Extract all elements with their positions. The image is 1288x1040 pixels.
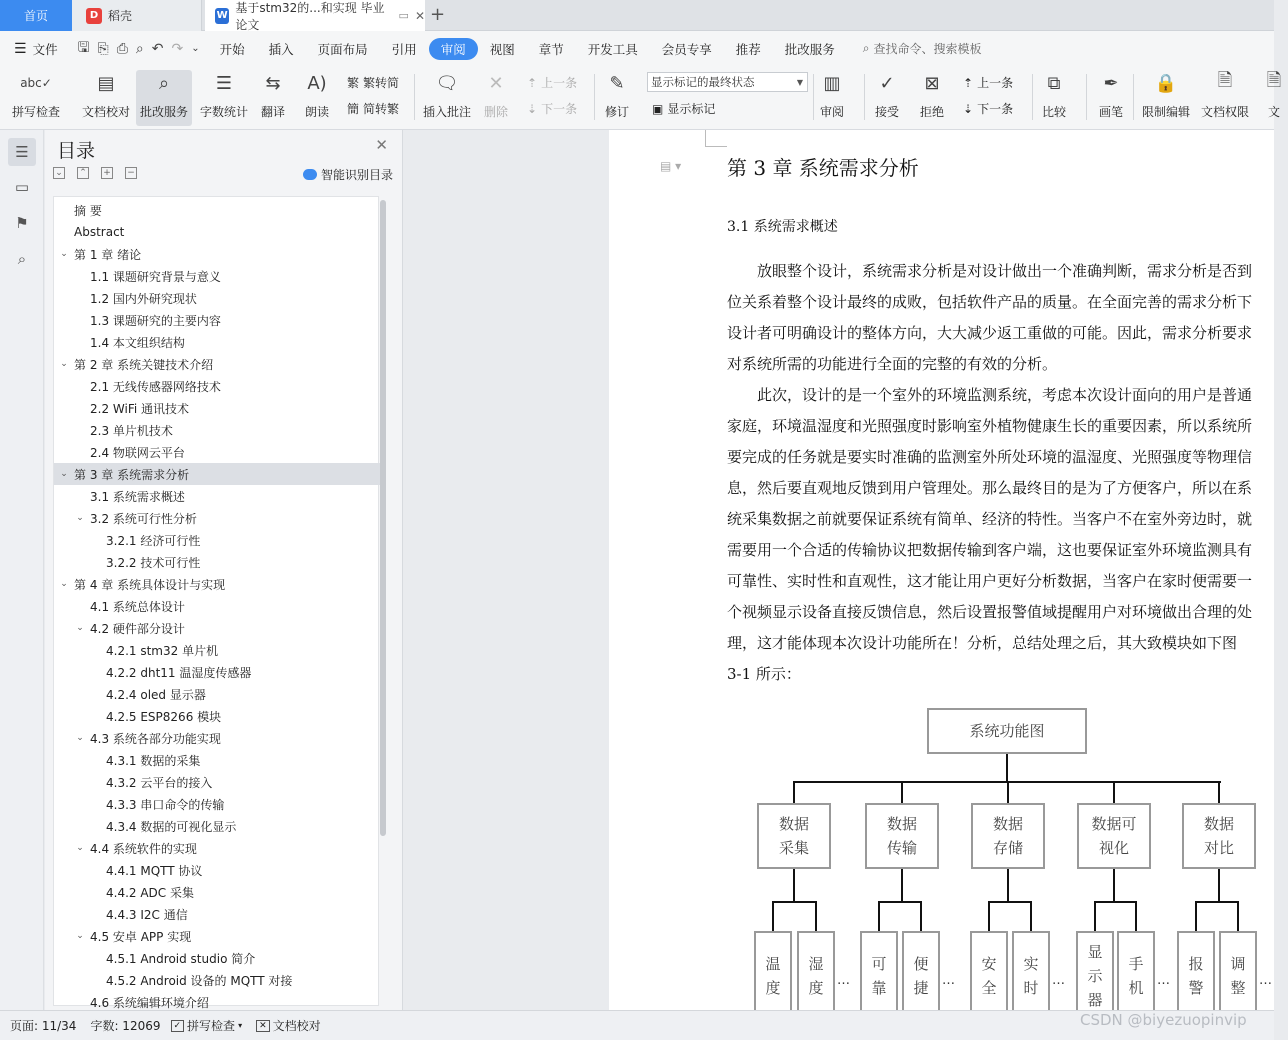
prev-comment-icon: ⇡ (527, 75, 538, 90)
connector-line (1218, 869, 1220, 902)
smart-toc-icon (303, 169, 317, 180)
connector-line (901, 781, 903, 803)
reject-button[interactable] (918, 70, 946, 120)
next-comment-label: 下一条 (541, 102, 578, 116)
diagram-leaf-box: 调 整 (1219, 931, 1257, 1021)
toc-item[interactable] (54, 221, 380, 243)
diagram-leaf-box: 显 示 器 (1076, 931, 1114, 1021)
proofread-status-label: 文档校对 (272, 1019, 321, 1033)
spell-check-status-label: 拼写检查 (187, 1019, 236, 1033)
doc-rights-label: 文档权限 (1201, 105, 1250, 119)
ribbon-tab-1[interactable]: 插入 (268, 41, 294, 57)
trad-to-simp-label: 繁转简 (363, 76, 400, 90)
toc-item[interactable] (54, 661, 380, 683)
prev-change-button[interactable] (963, 74, 1013, 91)
insert-comment-button[interactable] (423, 70, 471, 120)
bookmark-icon[interactable]: ⚑ (15, 214, 29, 232)
paragraph-line: 3-1 所示： (727, 665, 801, 683)
toc-item[interactable] (54, 859, 380, 881)
customize-chevron-icon[interactable]: ⌄ (191, 43, 200, 54)
next-change-button[interactable] (963, 100, 1013, 117)
expand-all-icon[interactable]: ⌄ (53, 167, 65, 179)
read-aloud-label: 朗读 (304, 105, 329, 119)
ribbon-divider (414, 74, 415, 120)
restrict-editing-label: 限制编辑 (1142, 105, 1191, 119)
toc-collapse-icon[interactable]: ⌄ (60, 359, 68, 369)
add-heading-icon[interactable]: + (101, 167, 113, 179)
connector-line (1195, 901, 1197, 932)
track-changes-icon: ✎ (609, 72, 625, 94)
accept-label: 接受 (874, 105, 899, 119)
toc-item-label: 2.3 单片机技术 (90, 423, 173, 438)
spell-check-icon: abc✓ (20, 76, 52, 90)
diagram-ellipsis: … (837, 973, 850, 988)
toc-item[interactable] (54, 881, 380, 903)
paragraph-line: 此次，设计的是一个室外的环境监测系统，考虑本次设计面向的用户是普通 (727, 386, 1253, 404)
diagram-ellipsis: … (1052, 973, 1065, 988)
toc-item-label: 第 3 章 系统需求分析 (74, 467, 190, 482)
toc-collapse-icon[interactable]: ⌄ (76, 733, 84, 743)
next-comment-button[interactable] (527, 100, 577, 117)
page-corner-mark (705, 130, 706, 146)
ribbon-divider (813, 74, 814, 120)
toc-item-label: 4.2.4 oled 显示器 (106, 687, 206, 702)
file-menu[interactable] (0, 38, 70, 60)
toc-item[interactable] (54, 287, 380, 309)
toc-collapse-icon[interactable]: ⌄ (76, 931, 84, 941)
toc-collapse-icon[interactable]: ⌄ (76, 623, 84, 633)
command-search-placeholder: 查找命令、搜索模板 (873, 42, 982, 56)
paragraph-line: 可靠性、实时性和直观性，这才能让用户更好分析数据，当客户在家时便需要一 (727, 572, 1253, 590)
proofread-button[interactable] (82, 70, 130, 120)
word-count-button[interactable] (200, 70, 248, 120)
show-markup-icon: ▣ (652, 101, 664, 116)
word-count-status[interactable]: 字数: 12069 (90, 1019, 161, 1033)
diagram-leaf-box: 报 警 (1177, 931, 1215, 1021)
prev-comment-button[interactable] (527, 74, 577, 91)
comment-plus-icon: 🗨 (435, 72, 459, 94)
diagram-leaf-box: 温 度 (754, 931, 792, 1021)
chevron-down-icon: ▾ (238, 1021, 243, 1030)
connector-line (878, 901, 880, 932)
review-service-button[interactable] (136, 70, 192, 126)
tab-monitor-icon[interactable]: ▭ (398, 9, 409, 22)
paragraph-line: 设计者可明确设计的整体方向，大大减少返工重做的可能。因此，需求分析要求 (727, 324, 1253, 342)
toc-item[interactable] (54, 353, 380, 375)
trad-simp-icon: 繁 (347, 76, 360, 90)
chapter-nav-icon[interactable]: ▭ (14, 178, 30, 196)
toc-item[interactable] (54, 639, 380, 661)
simp-trad-icon: 簡 (347, 102, 360, 116)
connector-line (1030, 901, 1032, 932)
compare-button[interactable] (1040, 70, 1068, 120)
undo-icon[interactable]: ↶ (151, 40, 164, 57)
menu-bar (0, 31, 1274, 66)
diagram-ellipsis: … (942, 973, 955, 988)
redo-icon[interactable]: ↷ (171, 40, 184, 57)
toc-item-label: 1.1 课题研究背景与意义 (90, 269, 221, 284)
diagram-group-box: 数据可 视化 (1077, 803, 1151, 869)
toc-item-label: 4.2 硬件部分设计 (90, 621, 185, 636)
markup-mode-value: 显示标记的最终状态 (651, 75, 755, 89)
toc-item-label: 4.3.4 数据的可视化显示 (106, 819, 237, 834)
connector-line (772, 901, 774, 932)
new-tab-icon[interactable]: + (430, 4, 446, 25)
reject-label: 拒绝 (919, 105, 944, 119)
ribbon-tab-3[interactable]: 引用 (391, 41, 417, 57)
toc-item[interactable] (54, 771, 380, 793)
compare-icon: ⧉ (1047, 72, 1061, 94)
reject-icon: ⊠ (924, 72, 940, 94)
file-menu-label: 文件 (32, 41, 58, 57)
ribbon-tab-7[interactable]: 开发工具 (587, 41, 638, 57)
close-icon[interactable]: ✕ (375, 136, 388, 154)
paragraph-line: 要完成的任务就是要实时准确的监测室外所处环境的温湿度、光照强度等物理信 (727, 448, 1253, 466)
command-search[interactable] (863, 40, 982, 57)
toc-item[interactable] (54, 441, 380, 463)
simp-to-trad-label: 简转繁 (363, 102, 400, 116)
hamburger-icon: ☰ (14, 40, 27, 57)
dropdown-caret-icon: ▼ (796, 77, 803, 87)
more-ribbon-label: 文 (1267, 105, 1280, 119)
diagram-leaf-box: 手 机 (1117, 931, 1155, 1021)
delete-comment-label: 删除 (483, 105, 508, 119)
toc-item[interactable] (54, 463, 380, 485)
tab-close-icon[interactable]: ✕ (414, 8, 425, 23)
remove-heading-icon[interactable]: − (125, 167, 137, 179)
toc-item-label: 第 4 章 系统具体设计与实现 (74, 577, 226, 592)
prev-change-label: 上一条 (977, 76, 1014, 90)
tab-home-label: 首页 (23, 9, 48, 23)
toc-item-label: 3.1 系统需求概述 (90, 489, 185, 504)
read-aloud-button[interactable] (303, 70, 331, 120)
smart-toc-button[interactable] (303, 166, 393, 183)
toc-item-label: 1.4 本文组织结构 (90, 335, 185, 350)
insert-comment-label: 插入批注 (423, 105, 472, 119)
accept-button[interactable] (873, 70, 901, 120)
trad-to-simp-button[interactable] (347, 74, 399, 91)
toc-item-label: 4.4.1 MQTT 协议 (106, 863, 203, 878)
track-changes-button[interactable] (603, 70, 631, 120)
toc-item-label: 1.3 课题研究的主要内容 (90, 313, 221, 328)
spell-check-label: 拼写检查 (12, 105, 61, 119)
ribbon-tab-5[interactable]: 视图 (489, 41, 515, 57)
markup-mode-select[interactable] (647, 72, 808, 92)
diagram-ellipsis: … (1157, 973, 1170, 988)
review-service-icon: ⌕ (158, 72, 170, 94)
toc-item-label: 4.2.2 dht11 温湿度传感器 (106, 665, 252, 680)
prev-change-icon: ⇡ (963, 75, 974, 90)
delete-comment-icon: ✕ (488, 72, 504, 94)
toc-item-label: 4.4 系统软件的实现 (90, 841, 197, 856)
more-doc-icon: 🗎 (1266, 70, 1282, 91)
toc-item-label: 4.1 系统总体设计 (90, 599, 185, 614)
tab-document-label: 基于stm32的...和实现 毕业论文 (235, 0, 385, 32)
toc-panel (45, 130, 403, 1010)
paragraph-line: 位关系着整个设计最终的成败，包括软件产品的质量。在全面完善的需求分析下 (727, 293, 1253, 311)
ribbon-tab-8[interactable]: 会员专享 (661, 41, 712, 57)
diagram-group-box: 数据 存储 (971, 803, 1045, 869)
paragraph-line: 对系统所需的功能进行全面的完整的有效的分析。 (727, 355, 1058, 373)
pen-icon: ✒ (1103, 72, 1119, 94)
toc-item-label: 2.4 物联网云平台 (90, 445, 185, 460)
tab-daoke[interactable] (72, 0, 202, 31)
toc-item[interactable] (54, 947, 380, 969)
track-changes-label: 修订 (604, 105, 629, 119)
accept-icon: ✓ (879, 72, 895, 94)
translate-button[interactable] (259, 70, 287, 120)
next-comment-icon: ⇣ (527, 101, 538, 116)
toc-item[interactable] (54, 507, 380, 529)
ribbon-tab-4[interactable]: 审阅 (429, 38, 478, 60)
toc-item-label: 第 1 章 绪论 (74, 247, 142, 262)
diagram-leaf-box: 安 全 (970, 931, 1008, 1021)
save-icon[interactable]: 🖫 (77, 39, 90, 56)
toc-item-label: 4.4.2 ADC 采集 (106, 885, 194, 900)
ribbon-divider (594, 74, 595, 120)
connector-line (1218, 781, 1220, 803)
toc-item[interactable] (54, 243, 380, 265)
check-box-icon: ✓ (171, 1020, 185, 1032)
diagram-leaf-box: 可 靠 (860, 931, 898, 1021)
toc-item[interactable] (54, 617, 380, 639)
export-icon[interactable]: ⎘ (97, 40, 109, 57)
tab-home[interactable] (0, 0, 72, 31)
read-aloud-icon: A) (307, 72, 327, 94)
toc-item[interactable] (54, 331, 380, 353)
chapter-heading: 第 3 章 系统需求分析 (727, 156, 919, 180)
toc-item[interactable] (54, 925, 380, 947)
ribbon-tab-9[interactable]: 推荐 (735, 41, 761, 57)
toc-item-label: 4.6 系统编辑环境介绍 (90, 995, 209, 1010)
ribbon-divider (1086, 74, 1087, 120)
toc-item[interactable] (54, 397, 380, 419)
word-count-label: 字数统计 (200, 105, 249, 119)
compare-label: 比较 (1041, 105, 1066, 119)
toc-item-label: 4.3.2 云平台的接入 (106, 775, 213, 790)
toc-collapse-icon[interactable]: ⌄ (76, 843, 84, 853)
paragraph-line: 统采集数据之前就要保证系统有简单、经济的特性。当客户不在室外旁边时，就 (727, 510, 1253, 528)
ribbon-tabs (208, 38, 847, 60)
toc-item-label: 4.3 系统各部分功能实现 (90, 731, 221, 746)
connector-line (1195, 901, 1239, 903)
word-count-icon: ☰ (215, 72, 233, 94)
connector-line (901, 869, 903, 902)
connector-line (988, 901, 990, 932)
review-ribbon (0, 66, 1282, 130)
ribbon-tab-2[interactable]: 页面布局 (317, 41, 368, 57)
toc-collapse-icon[interactable]: ⌄ (60, 249, 68, 259)
toc-item[interactable] (54, 529, 380, 551)
toc-item[interactable] (54, 705, 380, 727)
section-heading: 3.1 系统需求概述 (727, 219, 838, 235)
simp-to-trad-button[interactable] (347, 100, 399, 117)
proof-box-icon: ✕ (256, 1020, 270, 1032)
pen-button[interactable] (1097, 70, 1125, 120)
daoke-logo-icon: D (86, 8, 102, 24)
paragraph-line: 家庭，环境温湿度和光照强度时影响室外植物健康生长的重要因素，所以系统所 (727, 417, 1253, 435)
connector-line (1094, 901, 1137, 903)
toc-item-label: 3.2.2 技术可行性 (106, 555, 201, 570)
print-icon[interactable]: ⎙ (116, 40, 128, 57)
connector-line (793, 781, 795, 803)
toc-item-label: 第 2 章 系统关键技术介绍 (74, 357, 214, 372)
toc-item-label: Abstract (74, 225, 125, 239)
connector-line (1113, 781, 1115, 803)
toc-item-label: 4.4.3 I2C 通信 (106, 907, 188, 922)
proofread-label: 文档校对 (82, 105, 131, 119)
toc-panel-icon[interactable]: ☰ (8, 138, 36, 166)
delete-comment-button[interactable] (482, 70, 510, 120)
ribbon-divider (1133, 74, 1134, 120)
toc-item[interactable] (54, 199, 380, 221)
word-doc-icon: W (215, 8, 229, 24)
toc-list (53, 196, 379, 1010)
toc-item[interactable] (54, 793, 380, 815)
lock-doc-icon: 🔒 (1154, 72, 1178, 94)
toc-item-label: 4.5.1 Android studio 简介 (106, 951, 256, 966)
next-change-label: 下一条 (977, 102, 1014, 116)
ribbon-tab-10[interactable]: 批改服务 (784, 41, 835, 57)
show-markup-button[interactable] (652, 100, 715, 117)
diagram-leaf-box: 湿 度 (797, 931, 835, 1021)
spell-check-button[interactable] (12, 70, 60, 120)
connector-line (1135, 901, 1137, 932)
show-markup-label: 显示标记 (667, 102, 716, 116)
diagram-group-box: 数据 传输 (865, 803, 939, 869)
toc-item-label: 3.2 系统可行性分析 (90, 511, 197, 526)
more-ribbon-button[interactable] (1260, 70, 1288, 120)
toc-item[interactable] (54, 969, 380, 991)
restrict-editing-button[interactable] (1142, 70, 1190, 120)
connector-line (772, 901, 817, 903)
toc-item[interactable] (54, 837, 380, 859)
toc-item[interactable] (54, 573, 380, 595)
document-page[interactable] (609, 130, 1274, 1010)
translate-icon: ⇆ (265, 72, 281, 94)
toc-item[interactable] (54, 749, 380, 771)
ribbon-tab-0[interactable]: 开始 (219, 41, 245, 57)
csdn-watermark: CSDN @biyezuopinvip (1080, 1011, 1247, 1029)
toc-item[interactable] (54, 815, 380, 837)
connector-line (878, 901, 922, 903)
ribbon-divider (1032, 74, 1033, 120)
toc-item[interactable] (54, 683, 380, 705)
search-icon: ⌕ (862, 41, 870, 55)
toc-item[interactable] (54, 551, 380, 573)
toc-item[interactable] (54, 485, 380, 507)
tab-daoke-label: 稻壳 (108, 9, 133, 23)
connector-line (1007, 781, 1009, 803)
ribbon-tab-6[interactable]: 章节 (538, 41, 564, 57)
toc-item-label: 4.5.2 Android 设备的 MQTT 对接 (106, 973, 293, 988)
toc-item-label: 4.2.1 stm32 单片机 (106, 643, 219, 658)
quick-access-toolbar (70, 37, 208, 61)
doc-rights-button[interactable] (1201, 70, 1249, 120)
toc-collapse-icon[interactable]: ⌄ (60, 579, 68, 589)
print-preview-icon[interactable]: ⌕ (135, 40, 144, 57)
toc-item[interactable] (54, 595, 380, 617)
connector-line (1113, 869, 1115, 902)
toc-item-label: 2.2 WiFi 通讯技术 (90, 401, 190, 416)
toc-scrollbar[interactable] (380, 200, 386, 836)
next-change-icon: ⇣ (963, 101, 974, 116)
paragraph-line: 放眼整个设计，系统需求分析是对设计做出一个准确判断，需求分析是否到 (727, 262, 1253, 280)
review-pane-icon: ▥ (823, 72, 841, 94)
paragraph-line: 个视频显示设备直接反馈信息，然后设置报警值域提醒用户对环境做出合理的处 (727, 603, 1253, 621)
tab-document[interactable] (205, 0, 425, 31)
review-pane-label: 审阅 (819, 105, 844, 119)
toc-item-label: 3.2.1 经济可行性 (106, 533, 201, 548)
connector-line (1094, 901, 1096, 932)
toc-item-label: 4.3.1 数据的采集 (106, 753, 201, 768)
tab-bar (0, 0, 1274, 31)
toc-item[interactable] (54, 265, 380, 287)
toc-item[interactable] (54, 375, 380, 397)
diagram-root-box: 系统功能图 (927, 708, 1087, 754)
diagram-group-box: 数据 采集 (757, 803, 831, 869)
proofread-icon: ▤ (97, 72, 115, 94)
ribbon-divider (864, 74, 865, 120)
paragraph-line: 息，然后要直观地反馈到用户管理处。那么最终目的是为了方便客户，所以在系 (727, 479, 1253, 497)
paragraph-line: 需要用一个合适的传输协议把数据传输到客户端，这也要保证室外环境监测具有 (727, 541, 1253, 559)
toc-item-label: 2.1 无线传感器网络技术 (90, 379, 221, 394)
page-corner-mark (705, 146, 727, 147)
smart-toc-label: 智能识别目录 (321, 168, 394, 182)
connector-line (1006, 754, 1008, 782)
proofread-status[interactable] (256, 1017, 321, 1034)
page-indicator[interactable]: 页面: 11/34 (10, 1019, 77, 1033)
connector-line (793, 869, 795, 902)
toc-item-label: 4.2.5 ESP8266 模块 (106, 709, 222, 724)
collapse-all-icon[interactable]: ⌃ (77, 167, 89, 179)
toc-item[interactable] (54, 419, 380, 441)
review-service-label: 批改服务 (140, 105, 189, 119)
toc-item-label: 1.2 国内外研究现状 (90, 291, 197, 306)
paragraph-menu-icon[interactable]: ▤ ▾ (660, 159, 682, 173)
toc-item[interactable] (54, 727, 380, 749)
connector-line (815, 901, 817, 932)
toc-collapse-icon[interactable]: ⌄ (76, 513, 84, 523)
find-icon[interactable]: ⌕ (17, 250, 27, 268)
toc-item[interactable] (54, 309, 380, 331)
diagram-leaf-box: 便 捷 (902, 931, 940, 1021)
toc-item-label: 4.5 安卓 APP 实现 (90, 929, 192, 944)
connector-line (988, 901, 1032, 903)
toc-item[interactable] (54, 903, 380, 925)
diagram-group-box: 数据 对比 (1182, 803, 1256, 869)
spell-check-status[interactable] (171, 1017, 243, 1034)
diagram-leaf-box: 实 时 (1012, 931, 1050, 1021)
connector-line (1237, 901, 1239, 932)
paragraph-line: 理，这才能体现本次设计功能所在！分析，总结处理之后，其大致模块如下图 (727, 634, 1238, 652)
review-pane-button[interactable] (818, 70, 846, 120)
pen-label: 画笔 (1098, 105, 1123, 119)
connector-line (1007, 869, 1009, 902)
connector-line (920, 901, 922, 932)
prev-comment-label: 上一条 (541, 76, 578, 90)
nav-icon-strip (0, 130, 44, 1010)
doc-rights-icon: 🗎 (1217, 70, 1233, 91)
diagram-ellipsis: … (1259, 973, 1272, 988)
toc-collapse-icon[interactable]: ⌄ (60, 469, 68, 479)
toc-item-label: 4.3.3 串口命令的传输 (106, 797, 225, 812)
translate-label: 翻译 (260, 105, 285, 119)
toc-panel-title: 目录 (57, 140, 96, 162)
toc-item-label: 摘 要 (74, 203, 102, 218)
